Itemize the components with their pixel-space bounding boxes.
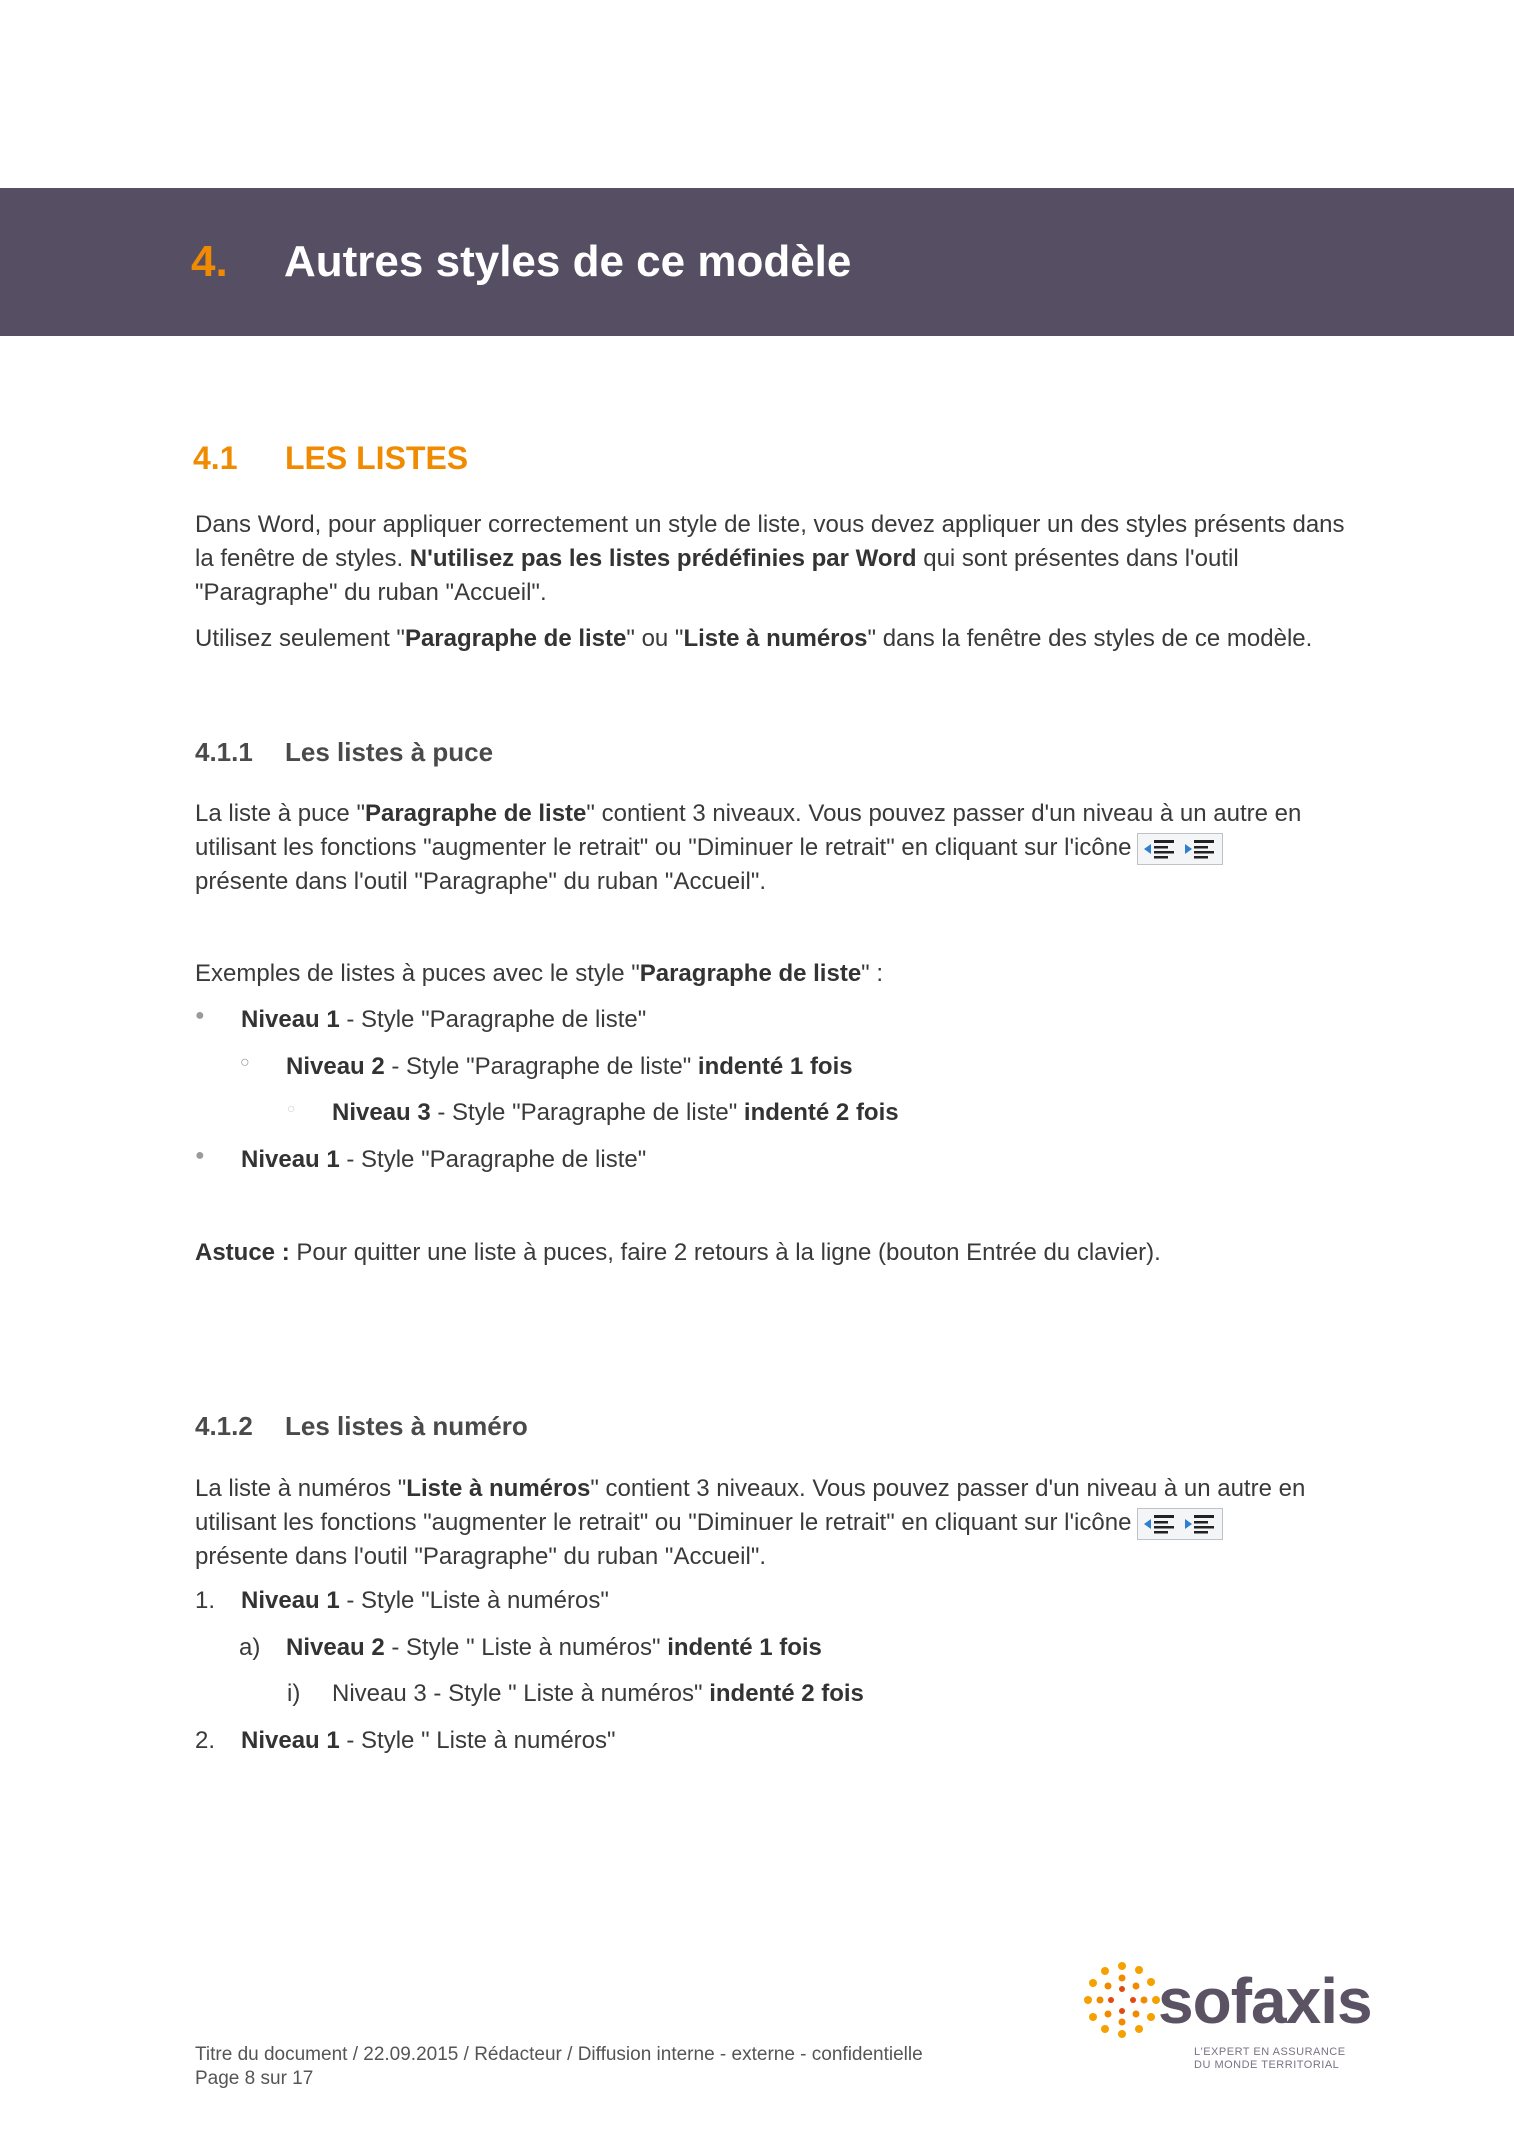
bullet-marker: ● [195, 1147, 205, 1164]
indent-buttons [1137, 833, 1223, 865]
bullet-marker: ○ [240, 1054, 250, 1071]
examples-text: Exemples de listes à puces avec le style " [195, 960, 640, 987]
number-marker: 2. [195, 1727, 216, 1754]
intro-text: Utilisez seulement " [195, 625, 405, 652]
indent-decrease-icon [1142, 838, 1176, 860]
section-heading [193, 440, 468, 477]
item-text: - Style "Liste à numéros" [339, 1587, 609, 1614]
list-item [332, 1096, 899, 1130]
bullets-description [195, 797, 1355, 899]
item-level: Niveau 2 [286, 1053, 385, 1080]
number-marker: 1. [195, 1587, 216, 1614]
item-text: - Style " Liste à numéros" [339, 1727, 616, 1754]
intro-text: Dans Word, pour appliquer correctement un style de liste, vous devez appliquer un des styles présents dans la fenêtre de styles. [195, 511, 1345, 572]
desc-text: La liste à numéros " [195, 1475, 407, 1502]
item-text: - Style " Liste à numéros" [384, 1634, 668, 1661]
item-text: - Style "Paragraphe de liste" [430, 1099, 744, 1126]
examples-bold: Paragraphe de liste [639, 960, 862, 987]
list-item [241, 1003, 646, 1037]
tip-paragraph [195, 1236, 1345, 1270]
item-bold: indenté 1 fois [697, 1053, 853, 1080]
item-bold: indenté 2 fois [709, 1680, 864, 1707]
section-title: LES LISTES [285, 440, 469, 476]
subsection-heading-numbers [195, 1411, 528, 1442]
chapter-banner [0, 188, 1514, 336]
examples-text: " : [861, 960, 884, 987]
chapter-number: 4. [191, 237, 228, 286]
subsection-title: Les listes à puce [285, 737, 494, 767]
footer-document-info: Titre du document / 22.09.2015 / Rédacteur / Diffusion interne - externe - confidentielle [195, 2044, 923, 2065]
desc-text: " contient 3 niveaux. Vous pouvez passer d'un niveau à un autre en utilisant les fonctions "augmenter le retrait" ou "Diminuer le retrait" en cliquant sur l'icône [195, 1475, 1306, 1536]
list-item [241, 1584, 609, 1618]
intro-text: " dans la fenêtre des styles de ce modèle. [867, 625, 1313, 652]
list-item [286, 1050, 853, 1084]
indent-increase-icon [1182, 838, 1216, 860]
bullet-marker: ● [195, 1007, 205, 1024]
page-footer [195, 2043, 923, 2091]
subsection-title: Les listes à numéro [285, 1411, 528, 1441]
subsection-heading-bullets [195, 737, 493, 768]
number-marker: a) [239, 1634, 261, 1661]
footer-page-number: Page 8 sur 17 [195, 2068, 314, 2089]
desc-text: présente dans l'outil "Paragraphe" du ruban "Accueil". [195, 1543, 767, 1570]
item-level: Niveau 3 [332, 1099, 431, 1126]
item-text: - Style "Paragraphe de liste" [339, 1146, 647, 1173]
chapter-title: Autres styles de ce modèle [284, 237, 852, 286]
intro-text: qui sont présentes dans l'outil "Paragraphe" du ruban "Accueil". [195, 545, 1239, 606]
subsection-number: 4.1.1 [195, 737, 253, 767]
intro-bold: Paragraphe de liste [404, 625, 627, 652]
section-number: 4.1 [193, 440, 238, 476]
desc-bold: Paragraphe de liste [364, 800, 587, 827]
intro-bold: Liste à numéros [683, 625, 868, 652]
desc-bold: Liste à numéros [406, 1475, 591, 1502]
desc-text: La liste à puce " [195, 800, 365, 827]
bullets-examples-intro [195, 957, 1345, 991]
list-item [241, 1143, 646, 1177]
indent-buttons [1137, 1508, 1223, 1540]
item-bold: indenté 1 fois [667, 1634, 822, 1661]
logo-tagline-line: DU MONDE TERRITORIAL [1194, 2059, 1340, 2071]
item-level: Niveau 1 [241, 1006, 340, 1033]
logo-tagline [1194, 2046, 1346, 2072]
intro-paragraph-1 [195, 508, 1345, 610]
sun-dots-icon [1082, 1960, 1162, 2040]
list-item [286, 1631, 822, 1665]
bullet-marker: ○ [287, 1100, 296, 1116]
item-text: - Style " Liste à numéros" [426, 1680, 710, 1707]
numbers-description [195, 1472, 1375, 1574]
subsection-number: 4.1.2 [195, 1411, 253, 1441]
item-level: Niveau 1 [241, 1587, 340, 1614]
intro-paragraph-2 [195, 622, 1345, 656]
item-level: Niveau 1 [241, 1727, 340, 1754]
item-level: Niveau 3 [332, 1680, 427, 1707]
item-level: Niveau 2 [286, 1634, 385, 1661]
item-level: Niveau 1 [241, 1146, 340, 1173]
list-item [332, 1677, 864, 1711]
tip-label: Astuce : [195, 1239, 290, 1266]
intro-bold: N'utilisez pas les listes prédéfinies par Word [409, 545, 917, 572]
indent-decrease-icon [1142, 1513, 1176, 1535]
desc-text: " contient 3 niveaux. Vous pouvez passer d'un niveau à un autre en utilisant les fonctions "augmenter le retrait" ou "Diminuer le retrait" en cliquant sur l'icône [195, 800, 1302, 861]
desc-text: présente dans l'outil "Paragraphe" du ruban "Accueil". [195, 868, 767, 895]
number-marker: i) [287, 1680, 301, 1707]
logo-tagline-line: L'EXPERT EN ASSURANCE [1194, 2046, 1346, 2058]
tip-text: Pour quitter une liste à puces, faire 2 retours à la ligne (bouton Entrée du clavier). [289, 1239, 1161, 1266]
sofaxis-logo [1082, 1960, 1382, 2070]
logo-wordmark: sofaxis [1158, 1965, 1372, 2037]
item-text: - Style "Paragraphe de liste" [384, 1053, 698, 1080]
item-text: - Style "Paragraphe de liste" [339, 1006, 647, 1033]
indent-increase-icon [1182, 1513, 1216, 1535]
intro-text: " ou " [626, 625, 684, 652]
list-item [241, 1724, 616, 1758]
item-bold: indenté 2 fois [743, 1099, 899, 1126]
